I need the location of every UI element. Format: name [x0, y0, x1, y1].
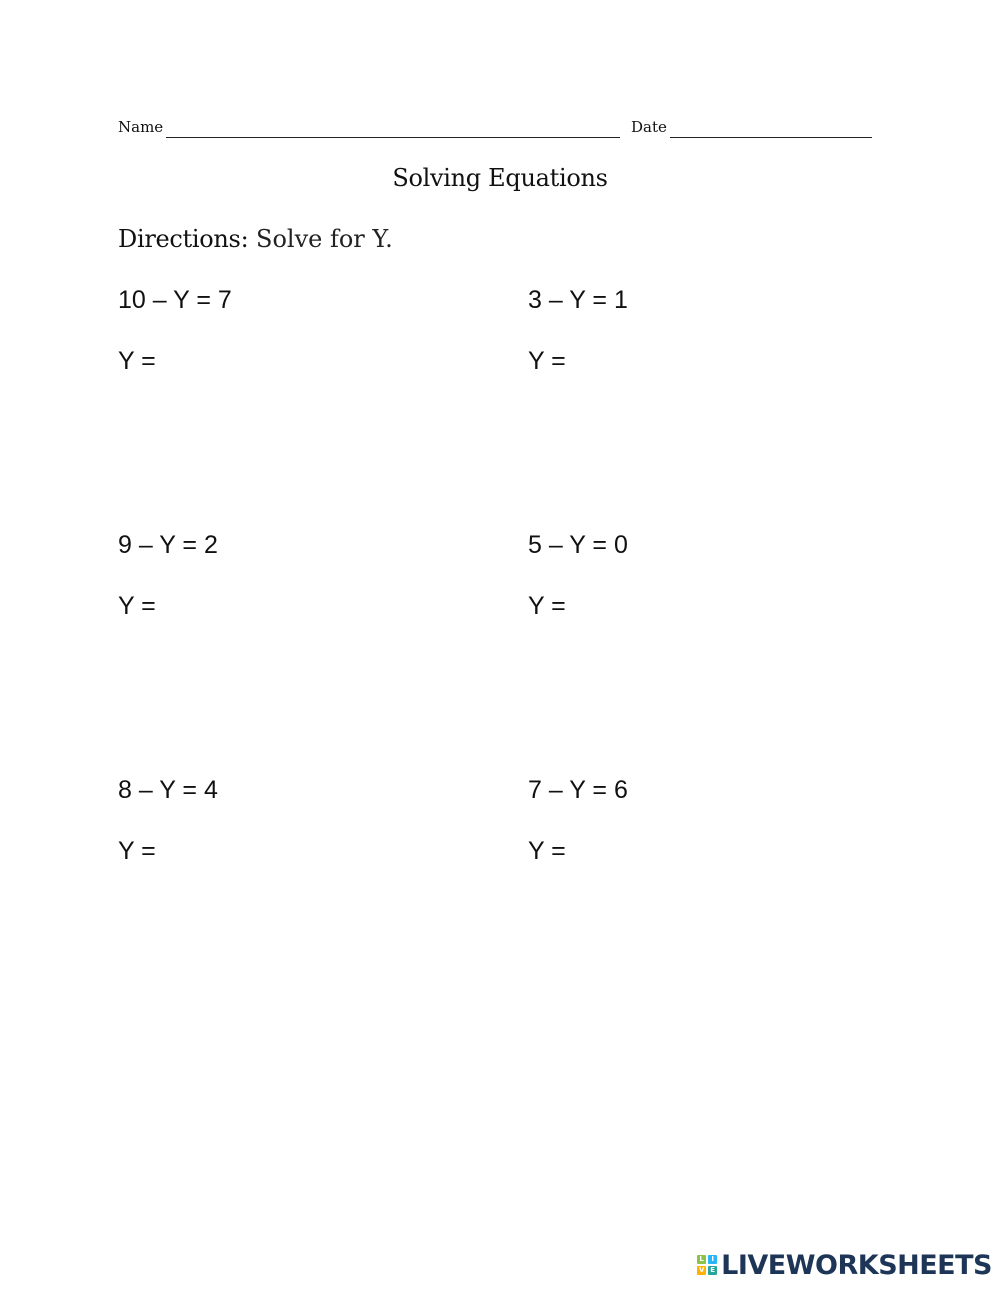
name-label: Name — [118, 118, 164, 136]
page-title: Solving Equations — [392, 164, 608, 192]
header-row — [118, 118, 878, 142]
answer-label: Y = — [118, 592, 156, 620]
directions-label: Directions: — [118, 225, 249, 253]
date-field-line[interactable] — [670, 137, 872, 138]
answer-label: Y = — [118, 837, 156, 865]
logo-block: L — [697, 1255, 706, 1264]
directions — [118, 225, 393, 253]
equation: 3 – Y = 1 — [528, 286, 628, 314]
equation: 9 – Y = 2 — [118, 531, 218, 559]
name-field-line[interactable] — [166, 137, 620, 138]
date-label: Date — [631, 118, 667, 136]
equation: 8 – Y = 4 — [118, 776, 218, 804]
logo-block: E — [708, 1266, 717, 1275]
answer-label: Y = — [528, 347, 566, 375]
liveworksheets-logo — [697, 1247, 992, 1283]
equation: 10 – Y = 7 — [118, 286, 232, 314]
equation: 5 – Y = 0 — [528, 531, 628, 559]
answer-label: Y = — [528, 592, 566, 620]
answer-label: Y = — [528, 837, 566, 865]
logo-block: V — [698, 1266, 705, 1274]
logo-text: LIVEWORKSHEETS — [721, 1249, 992, 1281]
logo-blocks-icon — [697, 1255, 717, 1275]
logo-block: I — [708, 1255, 717, 1264]
directions-text: Solve for Y. — [256, 225, 393, 253]
answer-label: Y = — [118, 347, 156, 375]
equation: 7 – Y = 6 — [528, 776, 628, 804]
